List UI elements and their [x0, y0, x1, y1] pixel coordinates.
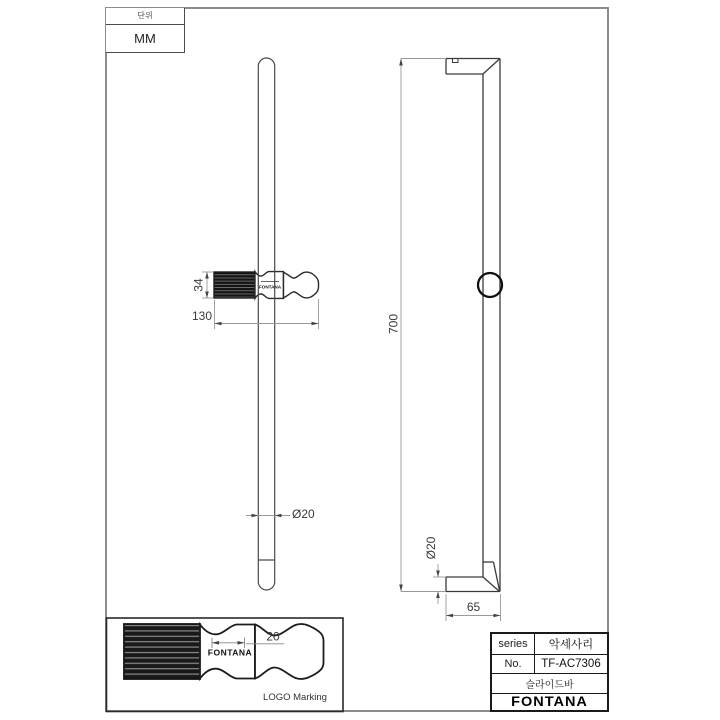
dim-bar-length-label: 700 [386, 313, 401, 335]
slider-ring [478, 273, 502, 297]
dim-slider-length-label: 130 [191, 309, 213, 323]
detail-caption: LOGO Marking [263, 692, 327, 703]
dim-bar-length [401, 59, 445, 592]
detail-logo-text: FONTANA [207, 647, 253, 658]
slider-grip [214, 272, 255, 298]
slider-logo-text: FONTANA [258, 284, 282, 290]
dim-wall-offset-label: 65 [466, 600, 481, 614]
side-view [387, 59, 503, 622]
series-value: 악세사리 [548, 639, 594, 652]
table-row-no [492, 655, 607, 673]
product-name: 슬라이드바 [525, 679, 574, 691]
slider-end [284, 272, 319, 298]
table-row-series [492, 634, 607, 655]
dim-logo-width-label: 20 [266, 629, 280, 644]
dim-slider-length [215, 299, 319, 329]
detail-end [255, 624, 324, 679]
dim-bar-diameter-side-label: Ø20 [424, 536, 438, 560]
dim-grip-height-label: 34 [191, 278, 206, 292]
no-value: TF-AC7306 [541, 657, 601, 670]
dim-bar-diameter-front-label: Ø20 [292, 507, 315, 521]
no-label: No. [492, 655, 535, 672]
brand-logo [492, 694, 607, 710]
brand-logo-text: FONTANA [511, 694, 588, 710]
unit-value: MM [134, 31, 156, 46]
detail-view [107, 618, 344, 712]
series-label: series [492, 634, 535, 654]
info-table [490, 632, 609, 712]
detail-grip [124, 624, 200, 679]
unit-label: 단위 [106, 8, 184, 25]
front-view [192, 58, 319, 590]
table-row-brand [492, 694, 607, 710]
bar-rod [258, 58, 274, 590]
table-row-product [492, 674, 607, 694]
